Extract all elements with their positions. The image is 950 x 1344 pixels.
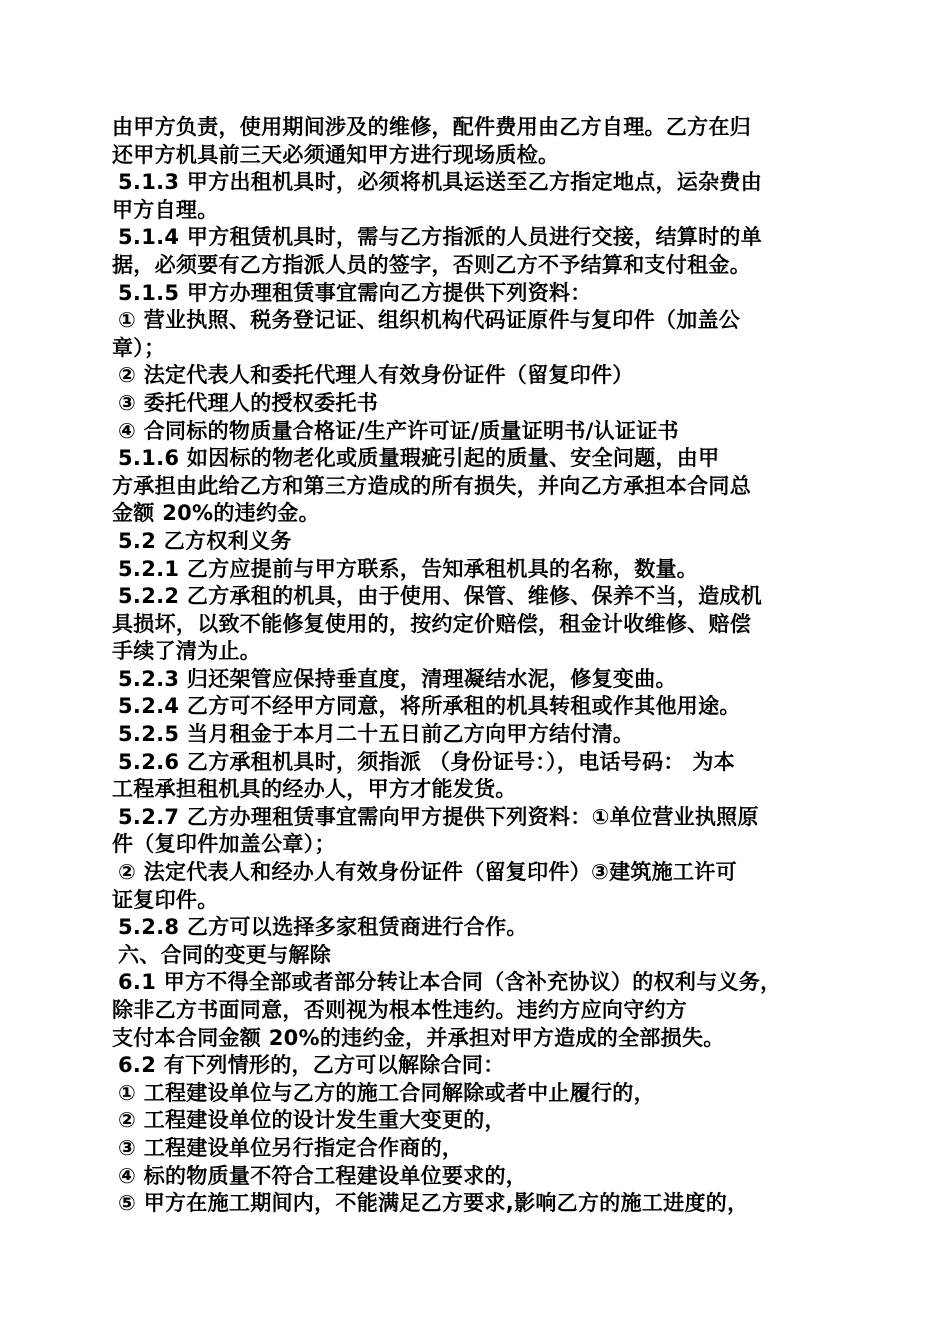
text-line: 六、合同的变更与解除 [118,942,331,967]
text-line: ③ 工程建设单位另行指定合作商的， [118,1135,464,1160]
text-line: 除非乙方书面同意，否则视为根本性违约。违约方应向守约方 [112,998,688,1022]
text-line: 由甲方负责，使用期间涉及的维修，配件费用由乙方自理。乙方在归 [112,115,751,139]
text-line: 5.2.4 乙方可不经甲方同意，将所承租的机具转租或作其他用途。 [118,694,741,719]
text-line: ④ 标的物质量不符合工程建设单位要求的， [118,1163,528,1188]
text-line: 5.2.1 乙方应提前与甲方联系，告知承租机具的名称，数量。 [118,556,699,581]
text-line: 件（复印件加盖公章）； [112,832,336,857]
text-line: 章）； [112,335,166,360]
text-line: 5.1.5 甲方办理租赁事宜需向乙方提供下列资料： [118,280,592,305]
text-line: ④ 合同标的物质量合格证/生产许可证/质量证明书/认证证书 [118,418,679,443]
text-line: 方承担由此给乙方和第三方造成的所有损失，并向乙方承担本合同总 [112,473,751,498]
text-line: 5.2.2 乙方承租的机具，由于使用、保管、维修、保养不当，造成机 [118,584,762,609]
text-line: 证复印件。 [112,887,219,912]
text-line: 5.2.3 归还架管应保持垂直度，清理凝结水泥，修复变曲。 [118,666,677,691]
text-line: 工程承担租机具的经办人，甲方才能发货。 [112,777,517,802]
text-line: 甲方自理。 [112,197,219,222]
text-line: 6.2 有下列情形的，乙方可以解除合同： [118,1053,505,1078]
text-line: 6.1 甲方不得全部或者部分转让本合同（含补充协议）的权利与义务， [118,970,782,995]
text-line: ① 工程建设单位与乙方的施工合同解除或者中止履行的， [118,1080,655,1105]
text-line: 金额 20%的违约金。 [112,501,320,526]
text-line: 手续了清为止。 [112,639,262,664]
text-line: 具损坏，以致不能修复使用的，按约定价赔偿，租金计收维修、赔偿 [112,611,751,636]
text-line: 5.1.3 甲方出租机具时，必须将机具运送至乙方指定地点，运杂费由 [118,170,762,195]
text-line: ⑤ 甲方在施工期间内，不能满足乙方要求,影响乙方的施工进度的， [118,1191,749,1216]
text-line: 5.2.6 乙方承租机具时，须指派 （身份证号：），电话号码： 为本 [118,749,735,774]
text-line: 5.2.8 乙方可以选择多家租赁商进行合作。 [118,915,528,940]
text-line: ① 营业执照、税务登记证、组织机构代码证原件与复印件（加盖公 [118,308,741,333]
text-line: ② 法定代表人和委托代理人有效身份证件（留复印件） [118,363,634,388]
text-line: 5.2 乙方权利义务 [118,528,292,553]
text-line: 还甲方机具前三天必须通知甲方进行现场质检。 [112,142,560,167]
text-line: 支付本合同金额 20%的违约金，并承担对甲方造成的全部损失。 [112,1025,725,1050]
text-line: 5.1.4 甲方租赁机具时，需与乙方指派的人员进行交接，结算时的单 [118,225,762,250]
text-line: 5.2.7 乙方办理租赁事宜需向甲方提供下列资料：①单位营业执照原 [118,804,759,829]
text-line: ② 工程建设单位的设计发生重大变更的， [118,1108,506,1133]
text-line: 5.1.6 如因标的物老化或质量瑕疵引起的质量、安全问题，由甲 [118,446,720,471]
text-line: 5.2.5 当月租金于本月二十五日前乙方向甲方结付清。 [118,722,635,747]
text-line: ③ 委托代理人的授权委托书 [118,390,378,415]
document-body [112,114,842,1218]
text-line: ② 法定代表人和经办人有效身份证件（留复印件）③建筑施工许可 [118,860,737,885]
text-line: 据，必须要有乙方指派人员的签字，否则乙方不予结算和支付租金。 [112,252,751,277]
